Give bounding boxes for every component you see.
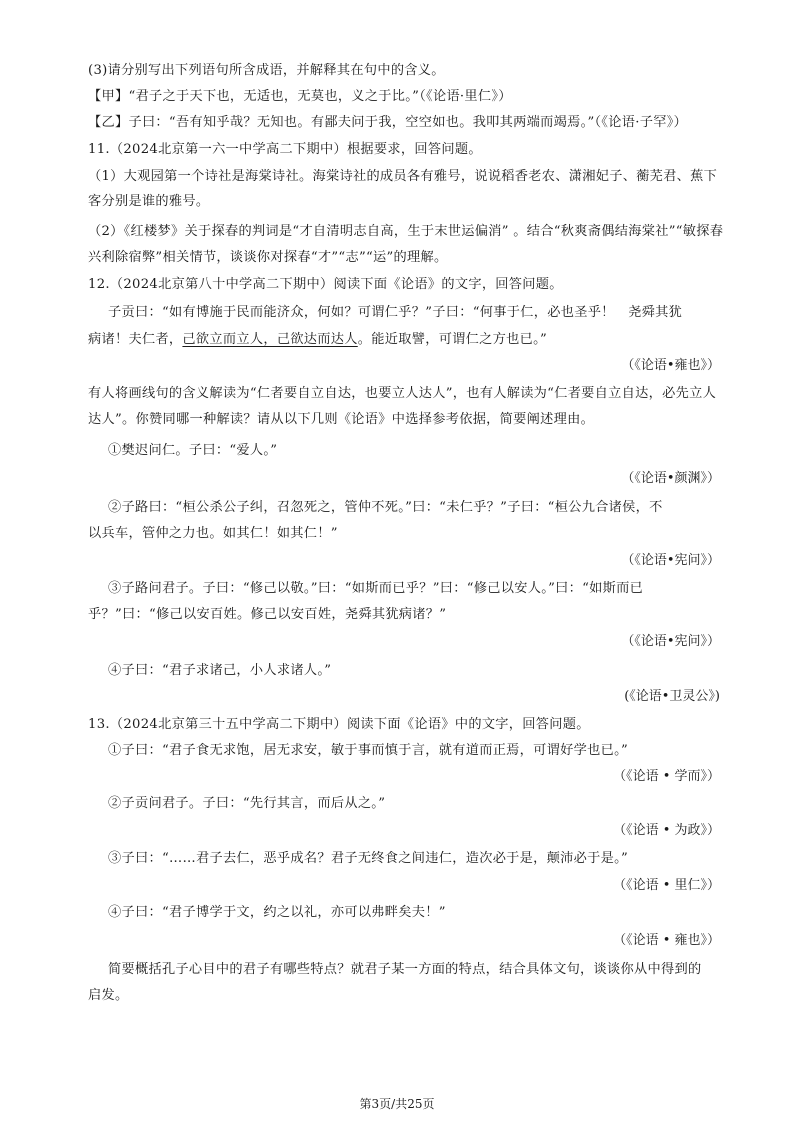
q12-item2-line2: 以兵车，管仲之力也。如其仁！如其仁！” [88, 526, 338, 541]
q10-jia: 【甲】“君子之于天下也，无适也，无莫也，义之于比。”（《论语·里仁》） [88, 89, 512, 104]
q13-item1: ①子曰：“君子食无求饱，居无求安，敏于事而慎于言，就有道而正焉，可谓好学也已。” [108, 743, 629, 758]
q12-item2-source: （《论语•宪问》） [621, 553, 720, 568]
q12-item3-line2: 乎？”曰：“修己以安百姓。修己以安百姓，尧舜其犹病诸？” [88, 607, 447, 622]
q13-item1-source: （《论语 • 学而》） [613, 769, 720, 784]
q13-header: 13.（2024北京第三十五中学高二下期中）阅读下面《论语》中的文字，回答问题。 [88, 717, 590, 732]
q12-item4-source: (《论语•卫灵公》) [624, 689, 720, 704]
q12-passage-line1: 子贡曰：“如有博施于民而能济众，何如？可谓仁乎？”子曰：“何事于仁，必也圣乎！ 尧舜其犹 [108, 305, 683, 320]
q11-part2-line1: （2）《红楼梦》关于探春的判词是“才自清明志自高，生于末世运偏消” 。结合“秋爽斋偶结海棠社”“敏探春 [88, 224, 724, 239]
q12-item2-line1: ②子路曰：“桓公杀公子纠，召忽死之，管仲不死。”曰：“未仁乎？”子曰：“桓公九合诸侯，不 [108, 500, 663, 515]
q12-passage-line2-start: 病诸！夫仁者， [88, 332, 183, 347]
q10-part3: (3)请分别写出下列语句所含成语，并解释其在句中的含义。 [88, 63, 445, 78]
q12-question-line2: 达人”。你赞同哪一种解读？请从以下几则《论语》中选择参考依据，简要阐述理由。 [88, 412, 595, 427]
q12-item4: ④子曰：“君子求诸己，小人求诸人。” [108, 663, 332, 678]
q13-item2: ②子贡问君子。子曰：“先行其言，而后从之。” [108, 796, 386, 811]
q13-item4: ④子曰：“君子博学于文，约之以礼，亦可以弗畔矣夫！” [108, 905, 446, 920]
q13-question-line2: 启发。 [88, 988, 129, 1003]
q12-header: 12.（2024北京第八十中学高二下期中）阅读下面《论语》的文字，回答问题。 [88, 277, 563, 292]
q11-part1-line2: 客分别是谁的雅号。 [88, 194, 210, 209]
q10-yi: 【乙】子曰：“吾有知乎哉？无知也。有鄙夫问于我，空空如也。我叩其两端而竭焉。”（《论语·子罕》） [88, 115, 688, 130]
q12-passage-line2-end: 。能近取譬，可谓仁之方也已。” [357, 332, 548, 347]
q13-item4-source: （《论语 • 雍也》） [613, 933, 720, 948]
q12-question-line1: 有人将画线句的含义解读为“仁者要自立自达，也要立人达人”，也有人解读为“仁者要自立自达，必先立人 [88, 386, 717, 401]
q12-item3-source: （《论语•宪问》） [621, 634, 720, 649]
q13-question-line1: 简要概括孔子心目中的君子有哪些特点？就君子某一方面的特点，结合具体文句，谈谈你从中得到的 [108, 962, 702, 977]
q12-underlined-sentence: 己欲立而立人，己欲达而达人 [182, 332, 358, 347]
q11-part2-line2: 兴利除宿弊”相关情节，谈谈你对探春“才”“志”“运”的理解。 [88, 250, 448, 265]
q12-item3-line1: ③子路问君子。子曰：“修己以敬。”曰：“如斯而已乎？”曰：“修己以安人。”曰：“如斯而已 [108, 581, 644, 596]
q12-passage-source: （《论语•雍也》） [621, 358, 720, 373]
q13-item2-source: （《论语 • 为政》） [613, 823, 720, 838]
q12-item1-source: （《论语•颜渊》） [621, 471, 720, 486]
q13-item3: ③子曰：“……君子去仁，恶乎成名？君子无终食之间违仁，造次必于是，颠沛必于是。” [108, 851, 629, 866]
q13-item3-source: （《论语 • 里仁》） [613, 878, 720, 893]
q12-item1: ①樊迟问仁。子曰：“爱人。” [108, 443, 278, 458]
q11-part1-line1: （1）大观园第一个诗社是海棠诗社。海棠诗社的成员各有雅号，说说稻香老农、潇湘妃子、蘅芜君、蕉下 [88, 169, 718, 184]
q12-passage-line2 [88, 331, 722, 349]
page-number: 第3页/共25页 [359, 1097, 435, 1111]
q11-header: 11.（2024北京第一六一中学高二下期中）根据要求，回答问题。 [88, 142, 482, 157]
